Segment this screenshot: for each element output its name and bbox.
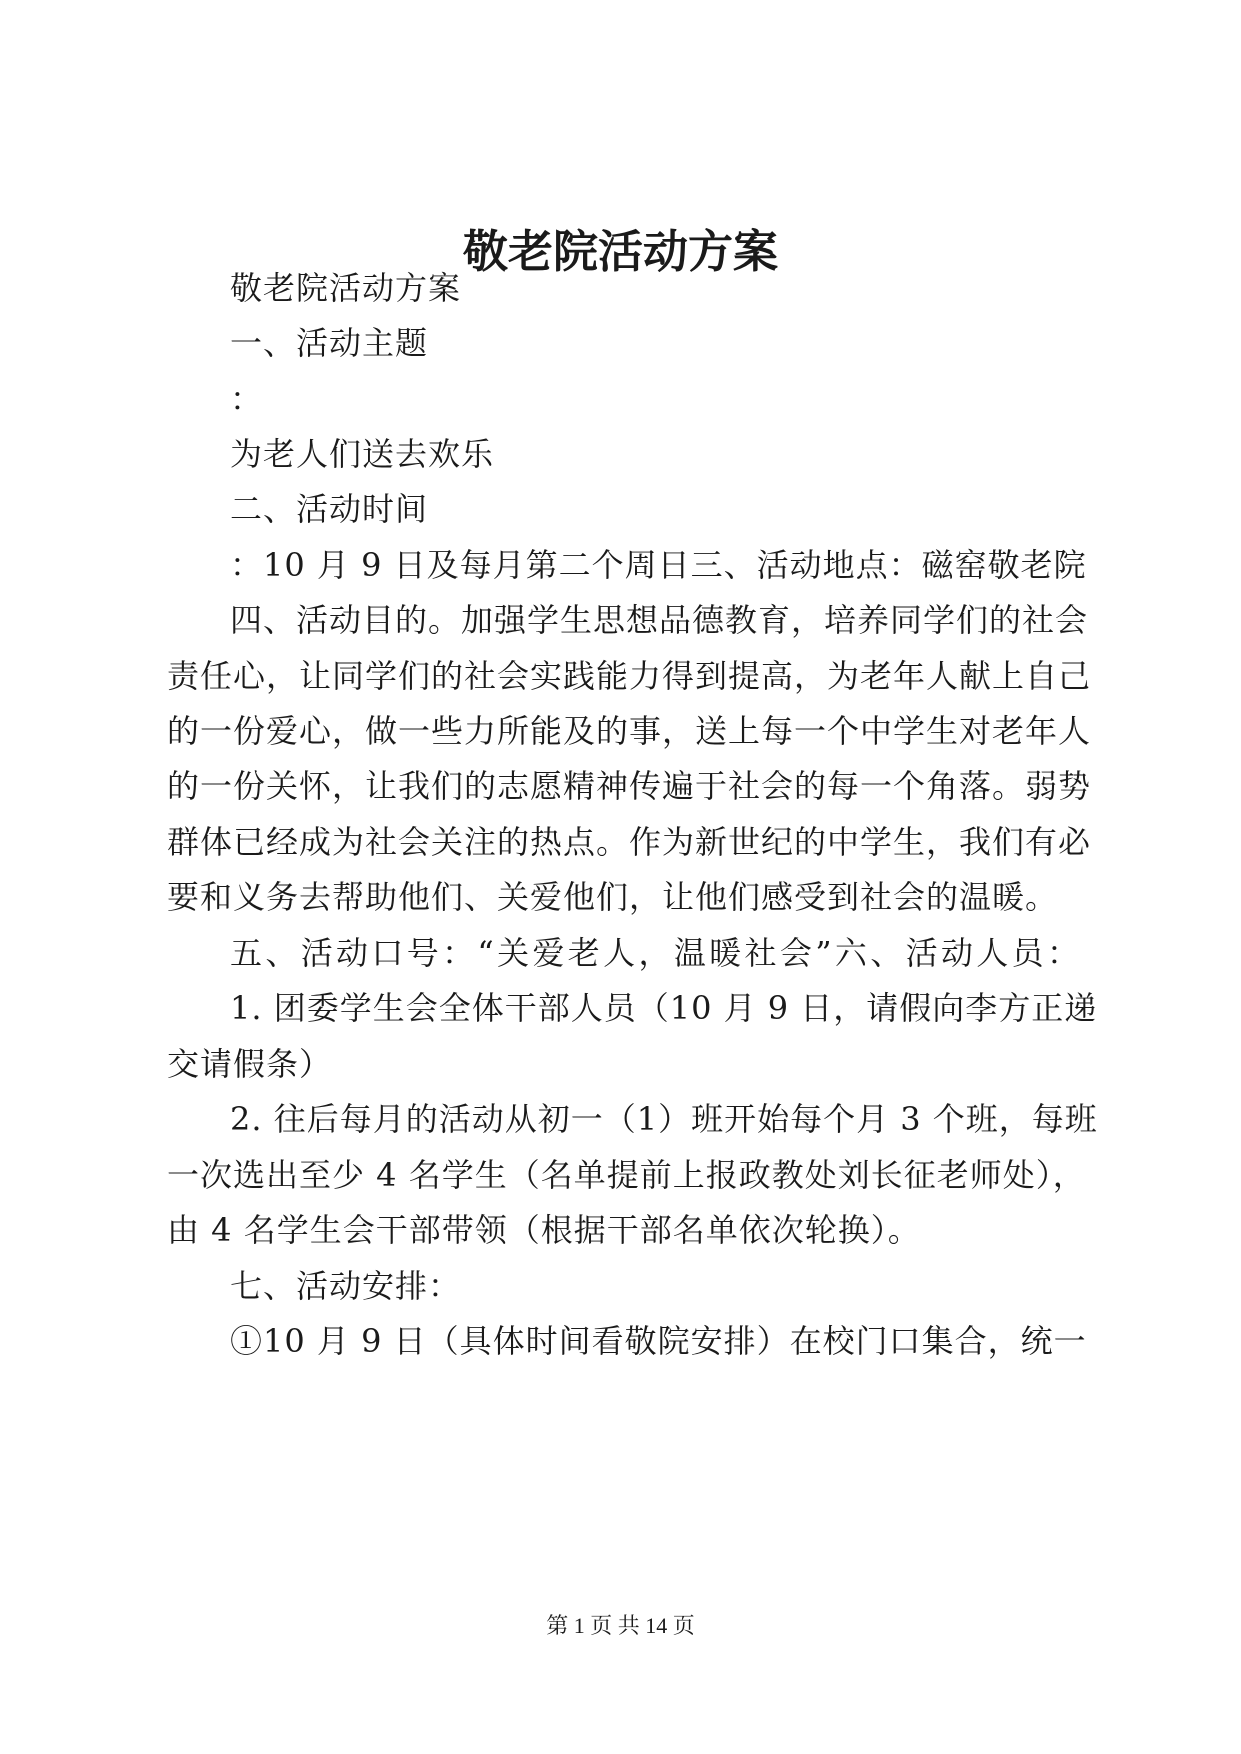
- body-line: 由 4 名学生会干部带领（根据干部名单依次轮换）。: [167, 1211, 921, 1249]
- body-line: 2. 往后每月的活动从初一（1）班开始每个月 3 个班，每班: [230, 1100, 1098, 1138]
- document-title: 敬老院活动方案: [462, 225, 778, 278]
- section-heading: 一、活动主题: [230, 324, 429, 362]
- body-line: 的一份爱心，做一些力所能及的事，送上每一个中学生对老年人: [167, 712, 1092, 750]
- body-line: 责任心，让同学们的社会实践能力得到提高，为老年人献上自己: [167, 657, 1092, 695]
- page-number: 第 1 页 共 14 页: [546, 1613, 695, 1638]
- section-heading: 二、活动时间: [230, 490, 429, 528]
- subtitle-line: 敬老院活动方案: [230, 269, 462, 307]
- body-line: 五、活动口号：“关爱老人，温暖社会”六、活动人员：: [230, 934, 1080, 972]
- body-line: 四、活动目的。加强学生思想品德教育，培养同学们的社会: [230, 601, 1089, 639]
- body-line: 要和义务去帮助他们、关爱他们，让他们感受到社会的温暖。: [167, 878, 1059, 916]
- body-line: ：10 月 9 日及每月第二个周日三、活动地点：磁窑敬老院: [230, 546, 1087, 584]
- body-line: 一次选出至少 4 名学生（名单提前上报政教处刘长征老师处），: [167, 1156, 1086, 1194]
- body-line: ①10 月 9 日（具体时间看敬院安排）在校门口集合，统一: [230, 1322, 1087, 1360]
- body-line: 群体已经成为社会关注的热点。作为新世纪的中学生，我们有必: [167, 823, 1092, 861]
- section-heading: 七、活动安排：: [230, 1267, 462, 1305]
- body-line: ：: [230, 380, 264, 418]
- body-line: 交请假条）: [167, 1045, 333, 1083]
- body-line: 为老人们送去欢乐: [230, 435, 495, 473]
- body-line: 1. 团委学生会全体干部人员（10 月 9 日，请假向李方正递: [230, 989, 1098, 1027]
- body-line: 的一份关怀，让我们的志愿精神传遍于社会的每一个角落。弱势: [167, 767, 1092, 805]
